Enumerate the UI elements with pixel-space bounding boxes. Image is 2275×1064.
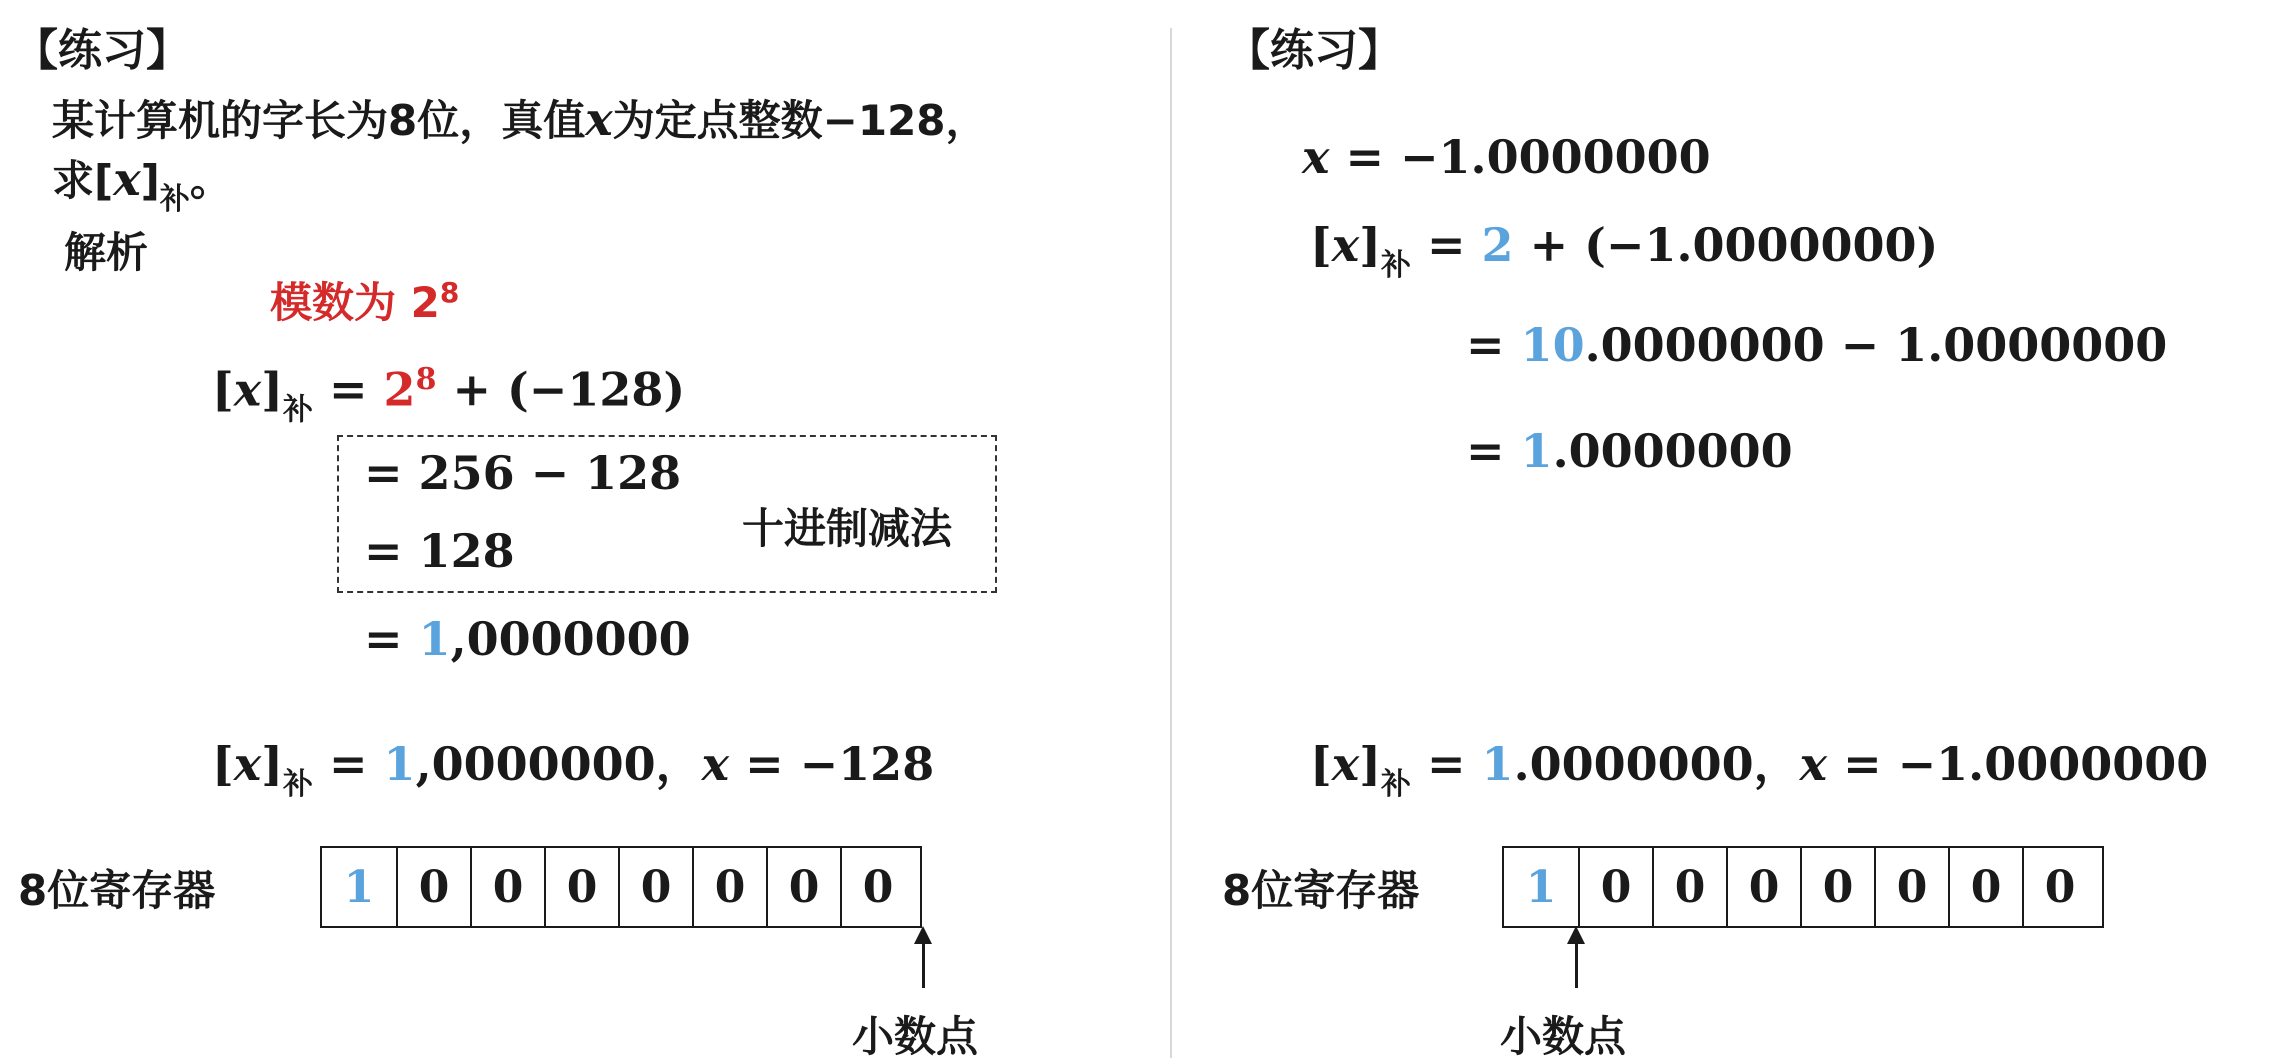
left-problem-line1: 某计算机的字长为8位，真值x为定点整数−128， [52,92,988,146]
left-point-label: 小数点 [852,1012,979,1061]
right-eq3: = 1.0000000 [1466,424,1793,478]
register-cell: 1 [1525,861,1557,913]
left-eq2: = 256 − 128 [364,446,682,500]
register-cell: 0 [840,848,914,926]
right-result: $[x]_补 = 1.0000000$，x = −1.0000000 [1310,737,2209,802]
left-register-label: 8位寄存器 [18,866,216,915]
register-cell: 0 [1578,848,1652,926]
register-cell: 0 [618,848,692,926]
right-register [1502,846,2104,928]
left-eq1: $[x]_补 = 2^8 + (-128)$ [212,362,686,428]
left-result: $[x]_补 = 1,0000000$，x = −128 [212,737,935,802]
right-point-arrow [1575,940,1578,988]
left-problem-line2: 求$[x]_补$。 [52,152,232,217]
register-cell: 0 [1652,848,1726,926]
right-eq1: $[x]_补 = 2 + (-1.0000000)$ [1310,218,1939,283]
right-x-line: x = −1.0000000 [1302,130,1711,184]
register-cell: 0 [1726,848,1800,926]
right-eq2: = 10.0000000 − 1.0000000 [1466,318,2168,372]
right-point-label: 小数点 [1500,1012,1627,1061]
register-cell: 0 [396,848,470,926]
register-cell: 0 [1800,848,1874,926]
register-cell: 0 [1874,848,1948,926]
register-cell: 0 [544,848,618,926]
left-eq4: = 1,0000000 [364,612,691,666]
left-eq3: = 128 [364,524,515,578]
left-heading: 【练习】 [14,25,190,76]
modulus-label: 模数为 $2^8$ [270,276,460,327]
right-register-label: 8位寄存器 [1222,866,1420,915]
decimal-sub-label: 十进制减法 [742,504,953,553]
left-register [320,846,922,928]
register-cell: 1 [343,861,375,913]
register-cell: 0 [692,848,766,926]
left-point-arrow [922,940,925,988]
right-heading: 【练习】 [1226,25,1402,76]
register-cell: 0 [2022,848,2096,926]
register-cell: 0 [1948,848,2022,926]
register-cell: 0 [766,848,840,926]
panel-divider [1170,28,1172,1058]
analysis-label: 解析 [64,228,149,277]
register-cell: 0 [470,848,544,926]
